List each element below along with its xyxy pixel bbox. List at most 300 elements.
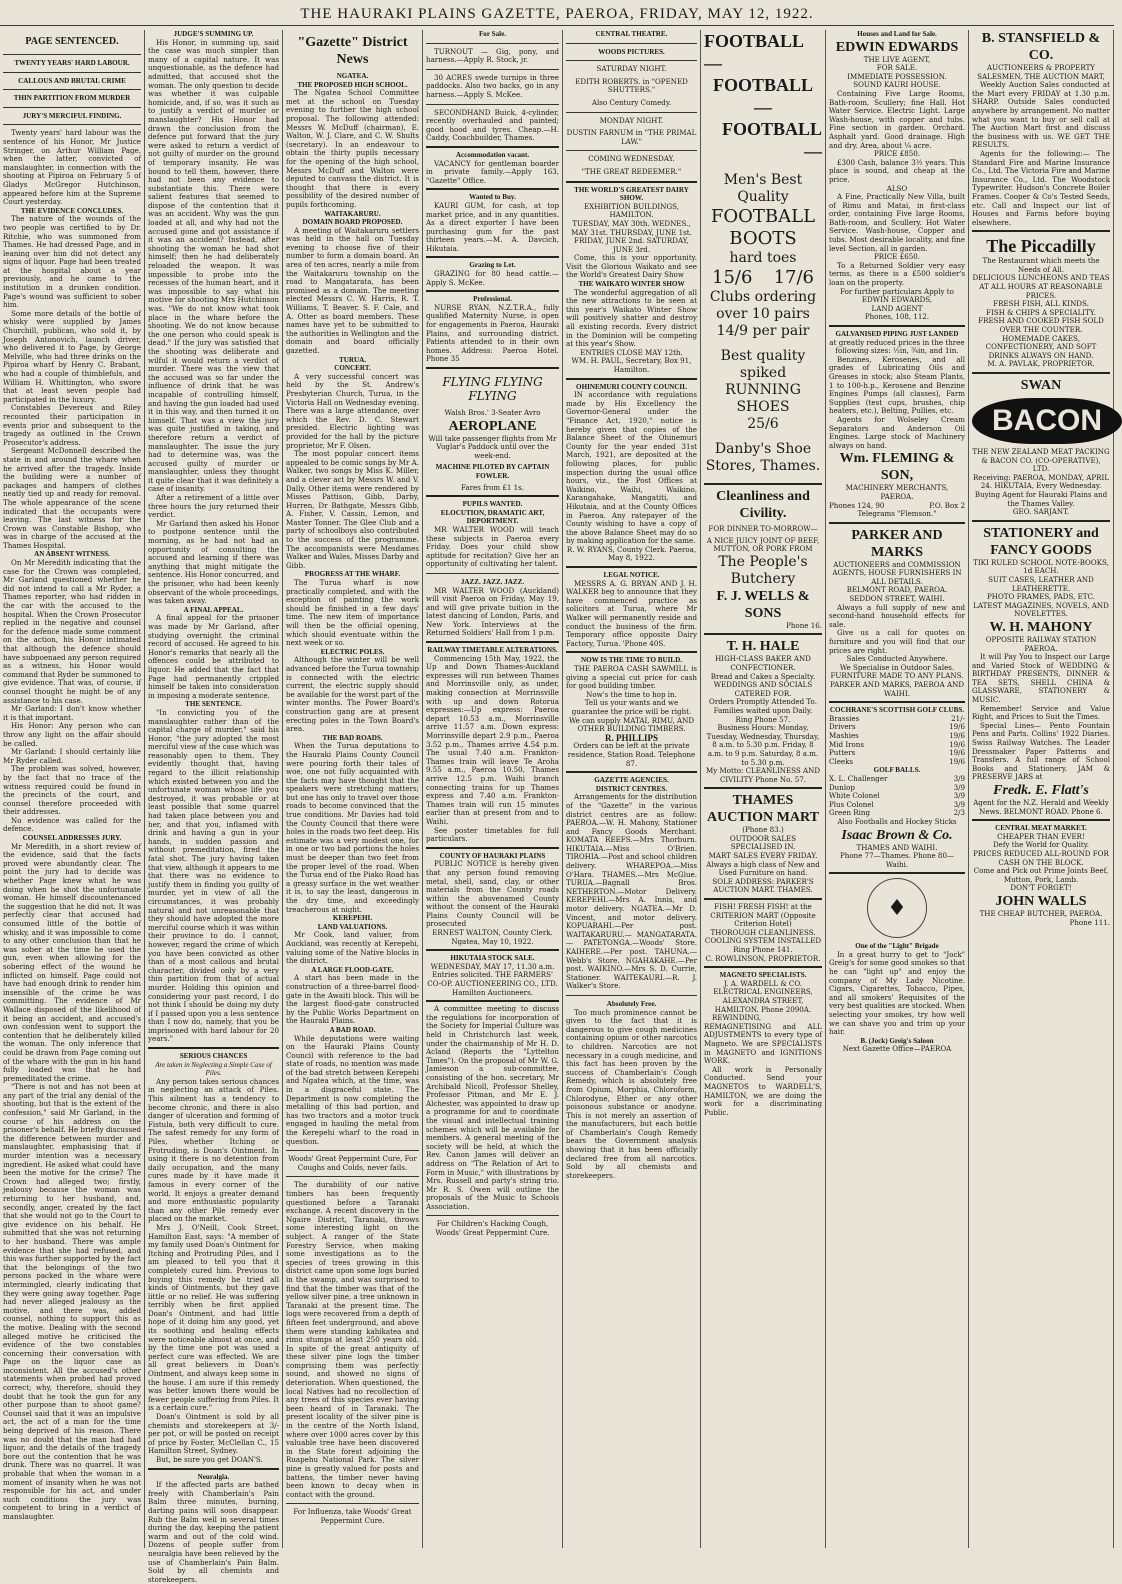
ad-headline: GALVANISED PIPING JUST LANDED [835,330,959,338]
ad-line: We can supply MATAI, RIMU, AND OTHER BUILDING TIMBERS. [568,715,695,734]
ad-line: Now's the time to hop in. [586,689,677,699]
ad-headline: Isaac Brown & Co. [841,827,953,843]
ad-paragraph: Come, this is your opportunity. Visit the Glorious Waikato and see the World's Greatest Dairy Show [566,253,697,280]
ad-line: Clubs ordering over 10 pairs [709,289,817,322]
ad-paragraph: Any person takes serious chances in neglecting an attack of Piles. This ailment has a tendency to become chronic, and there is also danger of ulceration and forming of Fistula, both very difficult to cure. The safest remedy for any form of Piles, whether Itching or Protruding, is Doan's Ointment. In using it there is no detention from daily occupation, and the many cures made by it have made it famous in every corner of the world. It enjoys a greater demand and more enthusiastic popularity than any other Pile remedy ever placed on the market. [148,1076,279,1224]
divider [704,633,822,635]
ad-line: For Influenza, take Woods' Great Peppermint Cure. [293,1507,412,1525]
article-paragraph: The problem was solved, however, by the fact that no trace of the witness required could be found in the precincts of the court, and counsel therefore proceeded with their addresses. [3,764,141,817]
article-paragraph: Mr Garland: I don't know whether it is that important. [3,704,141,722]
ad-line: For Children's Hacking Cough, Woods' Great Peppermint Cure. [435,1219,550,1238]
article-paragraph: Mr Meredith, in a short review of the evidence, said that the facts proved were abundantly clear. The point the jury had to decide was whether Page knew what he was doing when he shot the unfortunate woman. He himself discountenanced the suggestion that he did not. It was perfectly clear that accused had consumed little of the bottle of whisky, and it was impossible to come to any other conclusion than that he was sober at the time he used the gun, even when allowing for the sobering effect of the wound he inflicted on himself. Page could not have had enough drink to render him insensible of the crime he was committing. The evidence of Mr Wallace disposed of the likelihood of it being an accident, and accused's own confession went to support the contention that he deliberately killed the woman. The only inference that could be drawn from Page coming out of the whare with the gun in his hand fully loaded was that he had premeditated the crime. [3,841,141,1083]
divider [704,787,822,789]
ad-line: Defy the World for Quality. [992,840,1090,850]
ad-line: Come and Pick out Prime Joints Beef, Mutton, Pork, Lamb. [973,866,1109,884]
ad-line: EDITH ROBERTS. in "OPENED SHUTTERS." [575,76,688,95]
ad-line: SUIT CASES, LEATHER AND LEATHERETTE. [988,574,1094,593]
ad-line: MACHINE PILOTED BY CAPTAIN FOWLER. [435,463,550,480]
ad-line: CHEAPER THAN EVER! [997,831,1085,841]
divider [426,367,559,369]
ad-line: FOOTBALL BOOTS [710,206,816,249]
divider [286,1150,419,1151]
ad-headline: NOW IS THE TIME TO BUILD. [580,656,683,665]
ad-headline: AEROPLANE [448,418,537,434]
ad-line: AUCTIONEERS and COMMISSION AGENTS, HOUSE FURNISHERS IN ALL DETAILS. [832,559,962,586]
divider [829,701,965,703]
divider [829,522,965,524]
ad-line: HIGH-CLASS BAKER AND CONFECTIONER. [715,654,811,672]
ad-line: Phone 77—Thames. Phone 80—Waihi. [839,851,955,869]
classified-ad: GRAZING for 80 head cattle.—Apply S. McKee. [426,269,559,287]
ad-line: Orders Promptly Attended To. [709,697,817,707]
divider [829,325,965,327]
ad-line: at greatly reduced prices in the three following sizes: ½in, ¾in, and 1in. [829,337,965,356]
ad-line: The People's Butchery [718,553,808,587]
ad-paragraph: All work is Personally Conducted. Send your MAGNETOS to WARDELL'S, HAMILTON, we are doing the work for a discriminating Public. [704,1064,822,1117]
ad-headline: MAGNETO SPECIALISTS. [719,971,807,980]
subhead: Absolutely Free. [606,999,657,1008]
subhead: LAND VALUATIONS. [317,922,388,931]
ad-headline: GAZETTE AGENCIES. [594,776,669,785]
subhead: COUNSEL ADDRESSES JURY. [22,834,122,843]
article-paragraph: Arrangements for the distribution of the "Gazette" in the various district centres are as follow: PAEROA.—W. H. Mahony, Stationer and Fancy Goods Merchant. KOMATA REEFS.—Mrs Thorburn. HIKUTAIA.—Miss O'Brien. TIROHIA.—Post and school children delivery. WHAREPOA.—Miss O'Hara. THAMES.—Mrs McGlue. TURUA.—Bagnall Bros. NETHERTON.—Motor Delivery. KEREPEHI.—Mrs A. Innis, and motor delivery. NGATEA.—Mr D. Vincent, and motor delivery. KOPUARAHI.—Per post. WAITAKARURU.— MANGATARATA.— PATETONGA.—Woods' Store. KAIHERE.—Per post. TAHUNA.—Webb's Store. NGAHAKAHE.—Per post. WAIKINO.—Mrs S. D. Currie, Stationer. WAITEKAURI.—R. J. Walker's Store. [566,792,697,991]
ad-headline: R. PHILLIPS [604,732,658,743]
divider [566,181,697,183]
article-paragraph: His Honor: Any person who can throw any light on the affair should be called. [3,721,141,748]
article-paragraph: Constables Devereux and Riley recounted their participation in events prior and subsequent to the tragedy as outlined in the Crown Prosecutor's address. [3,403,141,447]
ad-headline: FOOTBALL— [704,31,805,73]
article-paragraph: When the Turua deputations to the Hauraki Plains County Council were pouring forth their tales of woe, one not fully acquainted with the facts may have thought that the speakers were stretching matters; but one has only to travel over those roads to become convinced that the true conditions. Mr Davies had told the County Council that there were holes in the roads two feet deep. His estimate was a very modest one, for in one or two bad portions the holes must be deeper than two feet from the proper level of the road. When the Turua end of the Piako Road has a greasy surface in the wet weather it is, to say the least, dangerous in the dry time, and exceedingly treacherous at night. [286,741,419,914]
article-paragraph: While deputations were waiting on the Hauraki Plains County Council with reference to the bad state of roads, no mention was made of the bad stretch between Kerepehi and Ngatea which, at the time, was in a disgraceful state. The Department is now completing the metalling of this bad portion, and has two tractors and a motor truck engaged in hauling the metal from the Kerepehi wharf to the road in question. [286,1033,419,1146]
ad-line: Ring Phone 141. [733,945,793,954]
ad-headline: One of the "Light" Brigade [855,942,939,951]
ad-line: P.O. Box 2 [929,500,965,510]
ad-paragraph: If the affected parts are bathed freely with Chamberlain's Pain Balm three minutes, burning, darting pains will soon disappear. Rub the Balm well in several times during the day, keeping the patient warm and out of the cold wind. Dozens of people suffer from neuralgia have been relieved by the use of Chamberlain's Pain Balm. Sold by all chemists and storekeepers. [148,1480,279,1584]
article-paragraph: On Mr Meredith indicating that the case for the Crown was completed, Mr Garland questioned whether he did not intend to call a Mr Ryder, a Thames reporter, who had ridden in the car with the accused to the hospital. When the Crown Prosecutor replied in the negative and counsel for the defence made some comment on the action, his Honor intimated that although the defence should have subpoenaed any person required as a witness, his Honor would command that Ryder be summoned to give evidence. That was, of course, if counsel thought he might be of any assistance to his case. [3,558,141,705]
classified-ad: TURNOUT — Gig, pony, and harness.—Apply R. Stock, jr. [426,46,559,65]
ad-line: Business Hours: Monday, Tuesday, Wednesday, Thursday, 8 a.m. to 5.30 p.m. Friday, 8 a.m. to 9 p.m. Saturday, 8 a.m. to 5.30 p.m. [706,723,820,767]
ad-line: MONDAY NIGHT. [599,115,664,125]
ad-line: We Specialise in Outdoor Sales. [839,662,955,672]
subhead: CONCERT. [334,364,371,373]
classified-heading: Houses and Land for Sale. [857,30,937,38]
price-row: Putters 19/6 [829,748,965,758]
ad-line: (Phone 83.) [742,825,784,835]
article-paragraph: "There is not and has not been at any part of the trial any denial of the shooting, but that is the extent of the confession," said Mr Garland, in the course of his address on the prisoner's behalf. He briefly discussed the difference between murder and manslaughter, emphasising that if murder intention was a necessary ingredient. He asked what could have been the motive for the crime? The Crown had alleged two; firstly, jealousy because the woman was returning to her husband, and, secondly, anger, created by the fact that she would not go to the Court to give evidence on his behalf. He submitted that she was not returning to her husband. There was ample evidence that she had refused, and this was further supported by the fact that the belongings of the two persons packed in the whare were intermingled, clearly indicating that they were going away together. Page had never alleged jealousy as the motive, and there was, added counsel, nothing to support this as the motive. Dealing with the second alleged motive he criticised the evidence of the two constables concerning their conversation with Page on the liquor case as inconsistent. All the accused's other statements when probed had proved correct; why, therefore, should they doubt that he took the gun for any other purpose than to shoot game? Counsel said that it was an impulsive act, the act of a man for the time being deprived of his reason. There was no doubt that the man had had liquor, and the details of the tragedy bore out the contention that he was drunk. There was no quarrel. It was probable that when the woman in a moment of insanity when he was not responsible for his act, and under such conditions the jury was competent to bring in a verdict of manslaughter. [3,1082,141,1521]
ad-line: LATEST MAGAZINES, NOVELS, AND NOVELETTES. [973,600,1109,619]
article-paragraph: After a retirement of a little over three hours the jury returned their verdict. [148,493,279,520]
ad-paragraph: Agents for the following:— The Standard Fire and Marine Insurance Co., Ltd. The Victoria Fire and Marine Insurance Co., Ltd. The Woodstock Typewriter. Hudson's Concrete Boiler Frames. Cooper & Co's Tested Seeds, etc. Call and Inspect our list of Houses and Farms before buying elsewhere. [972,148,1110,227]
ad-paragraph: It will Pay You to Inspect our Large and Varied Stock of WEDDING & BIRTHDAY PRESENTS, DINNER & TEA SETS, SHELL CHINA & GLASSWARE, STATIONERY & MUSIC. [972,652,1110,705]
ad-paragraph: REWINDING, REMAGNETISING and ALL ADJUSTMENTS to every type of Magneto. We are SPECIALISTS in MAGNETO and IGNITIONS WORK. [704,1013,822,1066]
ad-line: BELMONT ROAD, PAEROA. SEDDON STREET, WAIHI. [846,585,948,604]
ad-line: LAND AGENT [871,303,923,313]
subhead: DISTRICT CENTRES. [595,784,668,793]
article-paragraph: Some more details of the bottle of whisky were supplied by James Churchill, publican, who sold it, by Joseph Antonovich, launch driver, who delivered it to Page, by George Melville, who had three drinks on the Pipiroa wharf by Henry C. Brabant, who had a couple of thimblefuls, and William H. Whittington, who swore that at least seven people had participated in the luxury. [3,308,141,404]
ad-line: Best quality spiked RUNNING SHOES [720,348,806,415]
divider [426,188,559,190]
classified-ad: VACANCY for gentleman boarder in private family.—Apply 163, "Gazette" Office. [426,158,559,185]
subhead: A LARGE FLOOD-GATE. [311,965,394,974]
ad-headline: Fredk. E. Flatt's [993,783,1089,798]
subhead: CALLOUS AND BRUTAL CRIME [18,76,126,85]
classified-ad: PUBLIC NOTICE is hereby given that any person found removing metal, shell, sand, clay, or other materials from the County roads within the abovenamed County without the consent of the Hauraki Plains County Council will be prosecuted [426,859,559,929]
ad-line: ENTRIES CLOSE MAY 12th. [580,347,683,357]
column-3 [283,30,423,1548]
price: PRICE £650. [873,252,921,262]
price: 14/9 per pair [716,323,810,339]
divider [426,104,559,105]
ad-line: THE CHEAP BUTCHER, PAEROA. [979,908,1103,918]
ad-paragraph: Always a full supply of new and second-hand household effects for sale. [829,602,965,629]
article-paragraph: Although the winter will be well advanced before the Turua township is connected with the electric current, the electric supply should be available for the worst part of the winter months. The Power Board's construction gang are at present erecting poles in the Town Board's area. [286,655,419,734]
classified-ad: See poster timetables for full particulars. [426,825,559,844]
price-row: Cleeks 19/6 [829,756,965,766]
divider [704,966,822,968]
subhead: JUDGE'S SUMMING UP. [173,30,254,38]
ad-line: MACHINERY MERCHANTS, PAEROA. [845,483,949,501]
ad-line: Fares from £1 1s. [460,482,525,492]
bacon-logo: BACON [972,398,1122,444]
ad-line: SATURDAY NIGHT. [596,64,667,74]
ad-paragraph: MESSRS A. G. BRYAN AND J. H. WALKER beg to announce that they have commenced practice as solicitors at Turua, where Mr Walker will permanently reside and conduct the business of the firm. Temporary office opposite Dairy Factory, Turua. 'Phone 40S. [566,578,697,648]
ad-paragraph: In a great hurry to get to "Jock" Greig's for some good smokes so that he can "light up" and enjoy the company of My Lady Nicotine. Cigars, Cigarettes, Tobacco, Pipes, and all smokers' Requisites of the very best qualities are stocked. When selecting your smokes, try how well we can shave you and trim up your hair. [829,949,965,1037]
classified-heading: ELOCUTION, DRAMATIC ART, DEPORTMENT. [440,508,545,526]
ad-line: Danby's Shoe Stores, Thames. [705,441,821,474]
divider [426,847,559,849]
divider [566,150,697,151]
classified-ad: 30 ACRES swede turnips in three paddocks. Also two backs, go in any harness.—Apply S. McKee. [426,72,559,99]
article-paragraph: The Ngatea School Committee met at the school on Tuesday evening to further the high school proposal. The following attended: Messrs W. McDuff (chairman), E. Walton, W. J. Clare, and C. W. Shults (secretary). In an endeavour to obtain the thirty pupils necessary for the opening of the high school, Messrs McDuff and Walton were deputed to canvass the district. It is thought that there is every possibility of the desired number of pupils forthcoming. [286,88,419,209]
column-2 [145,30,283,1584]
ad-line: DUSTIN FARNUM in "THE PRIMAL LAW." [566,128,697,146]
divider [426,1000,559,1002]
divider [566,43,697,44]
ad-line: FURNITURE MADE TO ANY PLANS. [830,671,964,681]
ad-line: PARKER AND MARKS, PAEROA AND WAIHI. [829,680,965,698]
classified-ad: MR WALTER WOOD (Auckland) will visit Paeroa on Friday, May 19, and will give private tuition in the latest dancing of London, Paris, and New York. Interviews at the Returned Soldiers' Hall from 1 p.m. [426,585,559,638]
divider [148,1047,279,1049]
subhead: DOMAIN BOARD PROPOSED. [302,218,403,227]
ad-line: OPPOSITE RAILWAY STATION PAEROA. [985,634,1097,653]
ad-paragraph: Too much prominence cannot be given to the fact that it is dangerous to give cough medicines containing opium or other narcotics to children. Narcotics are not necessary in a cough medicine, and this fact has been proven by the success of Chamberlain's Cough Remedy, which is absolutely free from Opium, Morphia, Chloroform, Chlorodyne, Ether or any other poisonous substance or anodyne. This is not merely an assertion of the manufacturers, but each bottle of Chamberlain's Cough Remedy bears the Government analysis showing that it has been officially declared free from all narcotics. Sold by all chemists and storekeepers. [566,1007,697,1180]
ad-line: Ring Phone 57. [735,714,791,724]
ad-line: DELICIOUS LUNCHEONS AND TEAS AT ALL HOURS AT REASONABLE PRICES. [972,273,1110,300]
subhead: THE EVIDENCE CONCLUDES. [20,206,124,215]
article-paragraph: His Honor, in summing up, said the case was much simpler than many of a capital nature. It was unquestionable, as the defence had admitted, that accused shot the woman. The only question to decide was whether it was culpable homicide, and, if so, was it such as to justify a verdict of murder or manslaughter? His Honor had drawn the conclusion from the defence put forward that the jury were asked to return a verdict of not guilty of murder on the ground of temporary insanity. He was bound to tell them, however, there had not been any evidence to substantiate this. There were salient features that seemed to dispose of the contention that it was an accident. Why was the gun loaded at all, and why had not the accused gone and got assistance if it was an accident? Instead, after shooting the woman he had shot himself; then he had deliberately reloaded the weapon. It was impossible to probe into the recesses of the human heart, and it was impossible to say what his motive for shooting Mrs Hutchinson was. "We do not know what took place in the whare before the shooting. We do not know because the one person who could speak is dead." If the jury was satisfied that the shooting was deliberate and wilful it would return a verdict of murder. There was the view that the accused was so far under the influence of drink that he was incapable of controlling himself, and having the gun loaded had used it in this way, and then turned it on himself. That was a view the jury was quite justified in taking, and therefore return a verdict of manslaughter. The issue the jury had to determine was, was the accused guilty of murder or manslaughter, unless they thought it quite clear that it was definitely a case of insanity. [148,37,279,494]
ad-line: COMING WEDNESDAY. [588,154,675,164]
classified-ad: MR WALTER WOOD will teach these subjects in Paeroa every Friday. Does your child show aptitude for recitation? Give her an opportunity of cultivating her talent. [426,524,559,569]
article-paragraph: A very successful concert was held by the St. Andrew's Presbyterian Church, Turua, in the Victoria Hall on Wednesday evening. There was a large attendance, over which the Rev. D. C. Stewart presided. Electric lighting was provided for the hall by the picture proprietor, Mr F. Olsen. [286,371,419,450]
divider [972,372,1110,374]
classified-heading: Accommodation vacant. [455,150,530,159]
ad-line: THE NEW ZEALAND MEAT PACKING & BACON CO. (CO-OPERATIVE), LTD. [972,447,1110,474]
ad-line: WEDNESDAY, MAY 17, 11.30 a.m. [430,961,555,971]
classified-heading: Wanted to Buy. [469,193,516,202]
ad-line: Bread and Cakes a Specialty. [710,671,816,681]
divider [704,898,822,900]
ad-line: SOLE ADDRESS: PARKER'S AUCTION MART. THAMES. [712,876,814,895]
ad-paragraph: A Fine, Practically New Villa, built of Rimu and Matai, in first-class order, containing Five large Rooms, Bath-room, and Scullery. Hot Water Service. Wash-house, Copper and tubs. Most desirable locality, and fine level Section, all in garden. [829,192,965,253]
subhead: WAITAKARURU. [324,209,381,218]
ad-headline: Neuralgia. [197,1472,230,1481]
classified-ad: KAURI GUM, for cash, at top market price, and in any quantities. As a direct exporter I have been purchasing gum for the past thirteen years.—M. A. Davcich, Hikutaia. [426,200,559,253]
price: 15/6 [712,267,753,288]
ad-line: Agent for the N.Z. Herald and Weekly News. BELMONT ROAD. Phone 6. [973,798,1109,816]
classified-heading: Professional. [473,295,512,304]
ad-headline: T. H. HALE [726,639,800,655]
ad-headline: The Piccadilly [986,236,1096,257]
ad-headline: FLYING FLYING FLYING [442,375,543,403]
ad-headline: SWAN [1020,378,1062,393]
ad-headline: JOHN WALLS [995,893,1087,909]
subhead: A BAD ROAD. [329,1025,376,1034]
ad-line: FRESH AND COOKED FISH SOLD OVER THE COUNTER. [978,316,1104,335]
price-row: Mid Irons 19/6 [829,739,965,749]
divider [426,256,559,258]
ad-line: THE LIVE AGENT, [863,54,931,64]
classified-heading: JAZZ. JAZZ. JAZZ. [460,577,525,586]
subhead: NGATEA. [336,72,369,80]
column-7 [826,30,969,1548]
article-paragraph: "In convicting you of the manslaughter rather than of the capital charge of murder," said his Honor, "the jury adopted the most merciful view of the case which was reasonably open to them. They evidently thought that, having regard to the illicit relationship which existed between you and the unfortunate woman whose life you destroyed, it was probable or at least possible that some quarrel had taken place between you and her, and that you, inflamed with drink and having a gun in your hands, in sudden passion and without premeditation, fired the fatal shot. The jury having taken that view, although it appears to me that there was no evidence to justify them in finding you guilty of murder, yet in view of all the circumstances, it was probably natural and not unreasonable that they should have adopted the more merciful course which it was within their province to do. I cannot, however, regard the crime of which you have been convicted as other than of a most callous and brutal character, divided only by a very thin partition from that of actual murder. Holding this opinion and considering your past record, I do not think I should be doing my duty if I passed upon you a less sentence than I now do, namely, that you be imprisoned with hard labour for 20 years." [148,707,279,1044]
article-paragraph: The Turua wharf is now practically completed, and with the exception of painting the work should be finished in a few days' time. The new item of importance will then be the official opening, which should eventuate within the next week or so. [286,578,419,648]
ad-headline: LEGAL NOTICE. [603,571,660,580]
ad-line: Sales Conducted Anywhere. [846,654,948,664]
ad-line: Phones, 108, 112. [864,312,930,322]
classified-heading: HIKUTAIA STOCK SALE. [450,954,535,963]
ad-line: COOLING SYSTEM INSTALLED [704,936,822,946]
ad-line: Woods' Great Peppermint Cure, For Coughs and Colds, never fails. [288,1154,417,1172]
ad-line: IMMEDIATE POSSESSION. [847,71,947,81]
ad-line: Will take passenger flights from Mr Vuglar's Paddock until over the week-end. [428,433,557,460]
ad-line: PRICES REDUCED ALL-ROUND FOR CASH ON THE BLOCK. [973,848,1109,867]
classified-heading: Grazing to Let. [469,261,516,270]
subhead: A FINAL APPEAL. [183,605,244,614]
divider [148,1468,279,1470]
price: PRICE £850. [873,149,921,159]
subhead: THE BAD ROADS. [322,733,383,742]
subhead: KEREPEHI. [332,914,373,923]
divider [972,230,1110,232]
divider [972,520,1110,522]
divider [426,573,559,574]
ad-headline: EDWIN EDWARDS [835,39,959,55]
ad-headline: CENTRAL MEAT MARKET. [995,824,1087,833]
ad-paragraph: Special Lines— Pento Fountain Pens and Parts. Collins' 1922 Diaries. Swiss Railway Watches. The Leader Dressmaker Paper Patterns and Transfers. A full range of School Books and Stationery. JAM & PRESERVE JARS at [972,720,1110,782]
ad-line: M. A. PAVLAK, PROPRIETOR. [987,359,1095,369]
ad-paragraph: THE PAEROA CASH SAWMILL is giving a special cut price for cash for good building timber. [566,664,697,691]
ad-line: Buying Agent for Hauraki Plains and the Thames Valley. [974,489,1108,508]
ad-subhead: Are taken in Neglecting a Simple Case of Piles. [155,1060,272,1078]
divider [3,54,141,55]
column-8 [969,30,1114,1548]
ad-signature: R. W. RYANS, County Clerk. Paeroa, May 8, 1922. [566,544,697,563]
ad-headline: OHINEMURI COUNTY COUNCIL [576,382,687,391]
ad-line: THAMES AND WAIHI. [856,842,938,852]
divider [426,43,559,44]
divider [3,107,141,108]
article-paragraph: No evidence was called for the defence. [3,815,141,834]
ad-line: GEO. SARJANT. [1012,507,1070,517]
ad-headline: W. H. MAHONY [989,619,1093,635]
ad-line: Families waited upon Daily. [713,705,813,715]
divider [426,495,559,497]
divider [426,1215,559,1216]
ad-line: Receiving: PAEROA, MONDAY, APRIL 24. HIKUTAIA, Every Wednesday. [972,472,1110,491]
ad-line: EDWIN EDWARDS, [861,295,933,305]
ad-paragraph: Give us a call for quotes on furniture and you will find that our prices are right. [829,628,965,655]
article-paragraph: Sergeant McDonnell described the state in and around the whare when he arrived after the tragedy. Inside the building were a number of packages and hampers of clothes neatly tied up and ready for removal. The whole appearance of the scene indicated that the occupants were leaving. The last witness for the Crown was Constable Bishop, who was in charge of the accused at the Thames Hospital. [3,446,141,550]
divider [566,995,697,996]
ad-line: Men's Best Quality [723,172,803,205]
ad-line: SOUND KAURI HOUSE. [853,80,941,90]
divider [566,566,697,568]
ad-line: MART SALES EVERY FRIDAY. Always a high class of New and Used Furniture on hand. [706,851,820,878]
divider [426,146,559,148]
ad-paragraph: Benzines, Kerosenes, and all grades of Lubricating Oils and Greases in stock; also Steam Plants, 1 to 100-h.p., Kerosene and Benzine Engines Pumps (all classes), Farm Supplies (test cups, brushes, chip heaters, etc.), Belting, Pullies, etc. [829,354,965,416]
divider [426,290,559,292]
ad-paragraph: To a Returned Soldier very easy terms, as there is a £500 soldier's loan on the property. [829,260,965,288]
ad-line: EXHIBITION BUILDINGS, HAMILTON. [584,201,679,220]
column-1 [0,30,145,1548]
ad-line: Phone 111. [1069,917,1110,927]
ad-line: TUESDAY, MAY 30th. WEDNES., MAY 31st. THURSDAY, JUNE 1st. FRIDAY, JUNE 2nd. SATURDAY, JUNE 3rd. [571,218,692,254]
ad-headline: THE WAIKATO WINTER SHOW [578,280,685,289]
ad-line: PHOTO FRAMES, PADS, ETC. [987,592,1095,602]
article-paragraph: The nature of the wounds of the two people was certified to by Dr. Ritchie, who was summoned from Thames. He had dressed Page, and in leaning over him did not detect any signs of liquor. Page had been treated at the hospital about a year previously, and he came to the institution in a drunken condition. Page's wound was sufficient to sober him. [3,214,141,310]
divider [426,949,559,951]
divider [426,69,559,70]
ad-line: A NICE JUICY JOINT OF BEEF, MUTTON, OR PORK FROM [706,535,820,554]
divider [972,819,1110,821]
subhead: JURY'S MERCIFUL FINDING. [22,111,122,120]
ad-line: Also Footballs and Hockey Sticks [837,816,957,826]
divider [566,112,697,113]
divider [566,771,697,773]
divider [829,872,965,874]
divider [3,72,141,73]
price-row: Drivers 19/6 [829,722,965,732]
divider [566,651,697,653]
article-paragraph: A committee meeting to discuss the regulations for incorporation of the Society for Imperial Culture was held in Christchurch last week, under the chairmanship of Mr H. D. Acland (Reports the "Lyttelton Times"). On the proposal of Mr W. G. Jamieson a sub-committee, consisting of the hon. secretary, Mr Archibald Nicoll, Professor Shelley, Professor Pitman, and Mr E. J. Alchester, was appointed to draw up a programme for and to coordinate the visual and intellectual training schemes which will be available for members. A general meeting of the society will be held, at which the Rev. Canon James will deliver an address on "The Relation of Art to Form in Music," with illustrations by Mrs. Russell and party's string trio. Mr R. S. Owen will outline the proposals of the Music to Schools Association. [426,1004,559,1211]
article-paragraph: A start has been made in the construction of a three-barrel flood-gate in the Awaiti block. This will be the largest flood-gate constructed by the Public Works Department on the Hauraki Plains. [286,973,419,1026]
subhead: PROGRESS AT THE WHARF. [304,570,401,579]
divider [286,1503,419,1504]
ad-paragraph: The wonderful aggregation of all the new attractions to be seen at this year's Waikato Winter Show will positively shatter and destroy all existing records. Every district in the Dominion will be competing at this year's Show. [566,287,697,349]
subhead: THE SENTENCE. [185,700,242,709]
article-paragraph: Mr Cook, land valuer, from Auckland, was recently at Kerepehi, valuing some of the Native blocks in the district. [286,930,419,966]
ad-line: FOR SALE. [876,63,918,73]
ad-line: TIKI RULED SCHOOL NOTE-BOOKS, 1d EACH. [973,557,1109,576]
article-paragraph: A meeting of Waitakaruru settlers was held in the hall on Tuesday evening to choose five of their number to form a domain board. An area of ten acres, nearly a mile from the Waitakaruru township on the road to Mangatarata, has been promised as a domain. The meeting elected Messrs C. W. Harris, R. T. Williams, T. Beaver, S. F. Cale, and A. Otter as board members. These names have yet to be submitted to the authorities in Wellington and the domain and board officially gazetted. [286,225,419,355]
ad-line: THOROUGH CLEANLINESS. [710,927,816,937]
divider [566,60,697,61]
ad-headline: Wm. FLEMING & SON, [839,451,955,484]
ad-headline: B. STANSFIELD & CO. [981,31,1101,63]
article-paragraph: A final appeal for the prisoner was made by Mr Garland, after studying overnight the criminal record of accused. He agreed to his Honor's remarks that nearly all the offences could be attributed to liquor. He added that the fact that Page had permanently crippled himself be taken into consideration in imposing a moderate sentence. [148,613,279,700]
article-paragraph: The durability of our native timbers has been frequently questioned before a Taranaki exchange. A recent discovery in the Ngaire District, Taranaki, throws some interesting light on the subject. A ranger of the State Forestry Service, when making some investigations as to the species of trees growing in this district came upon some logs buried in the swamp, and was surprised to find that the timber was that of the yellow silver pine, a tree unknown in Taranaki at the present time. The logs were recovered from a depth of fifteen feet underground, and above them were standing kahikatea and rimu stumps at least 250 years old. In spite of the great antiquity of these silver pine logs the timber comprising them was perfectly sound, and showed no signs of deterioration. When questioned, the local Natives had no recollection of any trees of this species ever having been heard of in Taranaki. The present locality of the silver pine is in the centre of the North Island, where over 1000 acres cover by this valuable tree have been discovered in the State forest adjoining the Ruapehu National Park. The silver pine is greatly valued for posts and battens, the timber never having been known to decay when in contact with the ground. [286,1180,419,1499]
ad-headline: THE WORLD'S GREATEST DAIRY SHOW. [574,185,689,203]
ad-line: "THE GREAT REDEEMER." [581,166,682,176]
ad-headline: PARKER AND MARKS [851,527,943,560]
ad-line: Phones 124, 90 [829,500,885,510]
price-row: Mashies 19/6 [829,730,965,740]
ad-line: Entries solicited. THE FARMERS' CO-OP. AUCTIONEERING CO., LTD. Hamilton Auctioneers. [427,970,558,997]
ad-line: C. ROWLINSON, PROPRIETOR. [705,953,821,963]
divider [286,1176,419,1177]
ad-paragraph: Weekly Auction Sales conducted at the Mart every FRIDAY at 1.30 p.m. SHARP. Outside Sales conducted anywhere by arrangement. No matter what you want to buy or sell call at The Auction Mart first and discuss the business with us. WE GET THE RESULTS. [972,80,1110,150]
ad-line: FISH! FRESH FISH! at the CRITERION MART (Opposite Criterion Hotel) [710,902,816,929]
ad-line: FRESH FISH, ALL KINDS. [993,299,1089,309]
subhead: ELECTRIC POLES. [320,647,385,656]
ad-line: FISH & CHIPS A SPECIALITY. [986,307,1096,317]
ad-line: Orders can be left at the private residence, Station Road. Telephone 87. [567,741,696,768]
ad-line: FOR DINNER TO-MORROW— [708,524,818,533]
ad-headline: F. J. WELLS & SONS [716,588,810,621]
subhead: TWENTY YEARS' HARD LABOUR. [14,59,130,67]
ad-line: Phone 16. [786,620,822,630]
column-5 [563,30,701,1548]
headline: PAGE SENTENCED. [25,36,119,47]
article-paragraph: Twenty years' hard labour was the sentence of his Honor, Mr Justice Stringer, on Arthur William Page, when the latter, convicted of manslaughter, in connection with the shooting at Pipiroa on February 5 of Gladys McGregor Hutchinson, appeared before him at the Supreme Court yesterday. [3,128,141,207]
ad-line: Walsh Bros.' 3-Seater Avro [444,408,541,417]
ad-line: hard toes [729,250,797,266]
ad-headline: STATIONERY and FANCY GOODS [983,525,1099,558]
classified-heading: PUPILS WANTED. [462,500,523,509]
classified-heading: COUNTY OF HAURAKI PLAINS [439,851,546,860]
divider [3,89,141,90]
ad-headline: CENTRAL THEATRE. [595,30,668,38]
divider [566,378,697,380]
ad-headline: FOOTBALL— [721,119,822,161]
divider [426,641,559,643]
ad-line: My Motto: CLEANLINESS AND CIVILITY Phone No. 57. [705,766,821,784]
ad-line: Also Century Comedy. [591,97,672,107]
price-row: White Colonel 3/9 [829,791,965,801]
ad-line: Next Gazette Office—PAEROA [842,1044,952,1054]
ad-paragraph: Doan's Ointment is sold by all chemists and storekeepers at 3/- per pot, or will be posted on receipt of price by Foster, McClellan C., 15 Hamilton Street, Sydney. [148,1412,279,1456]
price: 17/6 [773,267,814,288]
ad-line: HOMEMADE CAKES, CONFECTIONERY, AND SOFT DRINKS ALWAYS ON HAND. [985,333,1097,360]
subhead: THIN PARTITION FROM MURDER [13,94,131,103]
classified-heading: For Sale. [478,30,507,38]
divider [704,483,822,485]
ad-line: AUCTIONEERS & PROPERTY SALESMEN, THE AUCTION MART, [977,63,1105,81]
cigar-icon: ♦ [867,878,927,938]
price-row: Dunlop 3/9 [829,782,965,792]
classified-ad: SECONDHAND Buick, 4-cylinder, recently overhauled and painted; good hood and tyres. Cheap.—H. Caddy, Coachbuilder, Thames. [426,107,559,143]
masthead: THE HAURAKI PLAINS GAZETTE, PAEROA, FRIDAY, MAY 12, 1922. [0,0,1114,26]
classified-heading: RAILWAY TIMETABLE ALTERATIONS. [427,646,558,655]
ad-line: OUTDOOR SALES SPECIALISED IN. [729,833,797,852]
article-paragraph: Mr Garland then asked his Honor to postpone sentence until the morning, as he had not had an opportunity of consulting the accused and learning if there was anything that might mitigate the sentence. His Honor concurred, and the prisoner, who had been keenly observant of the whole proceedings, was taken away. [148,518,279,606]
column-4 [423,30,563,1548]
ad-line: Tell us your wants and we guarantee the price will be right. [571,698,692,716]
ad-paragraph: Mrs J. O'Neill, Cook Street, Hamilton East, says: "A member of my family used Doan's Ointment for Itching and Protruding Piles, and I am pleased to tell you that it completely cured him. Previous to buying this remedy he tried all kinds of Ointments, but they gave little or no relief. He was suffering terribly when he first applied Doan's Ointment, and had little hope of it doing him any good, yet its soothing and healing effects were noticeable almost at once, and by the time one pot was used a perfect cure was effected. We are all great believers in Doan's Ointment, and always keep some in the house. I am sure if this remedy was better known there would be fewer people suffering from Piles. It is a certain cure." [148,1222,279,1413]
price-row: Plus Colonel 3/9 [829,799,965,809]
subhead: AN ABSENT WITNESS. [34,550,110,559]
ad-paragraph: IN accordance with regulations made by His Excellency the Governor-General under the "Finance Act, 1920," notice is hereby given that copies of the Balance Sheet of the Ohinemuri County for the year ended 31st March, 1921, are deposited at the following places, for public inspection during the usual office hours, viz., the Post Offices at Waikino, Waihi, Waikino, Karangahake, Mangatiti, and Hikutaia, and at the County Offices in Paeroa. Any ratepayer of the County wishing to have a copy of the above Balance Sheet may do so by making application for the same. [566,390,697,546]
ad-line: For further particulars Apply to [840,286,954,296]
ad-headline: COCHRANE'S SCOTTISH GOLF CLUBS. [829,706,965,715]
ad-headline: WOODS PICTURES. [598,47,665,56]
ad-line: Telegrams "Flemson." [857,509,937,519]
price: 25/6 [747,416,779,432]
ad-signature: ERNEST WALTON, County Clerk. Ngatea, May 10, 1922. [432,928,553,946]
price-row: Green Ring 2/3 [829,808,965,818]
ad-line: WM. H. PAUL, Secretary, Box 91, Hamilton. [571,356,692,374]
